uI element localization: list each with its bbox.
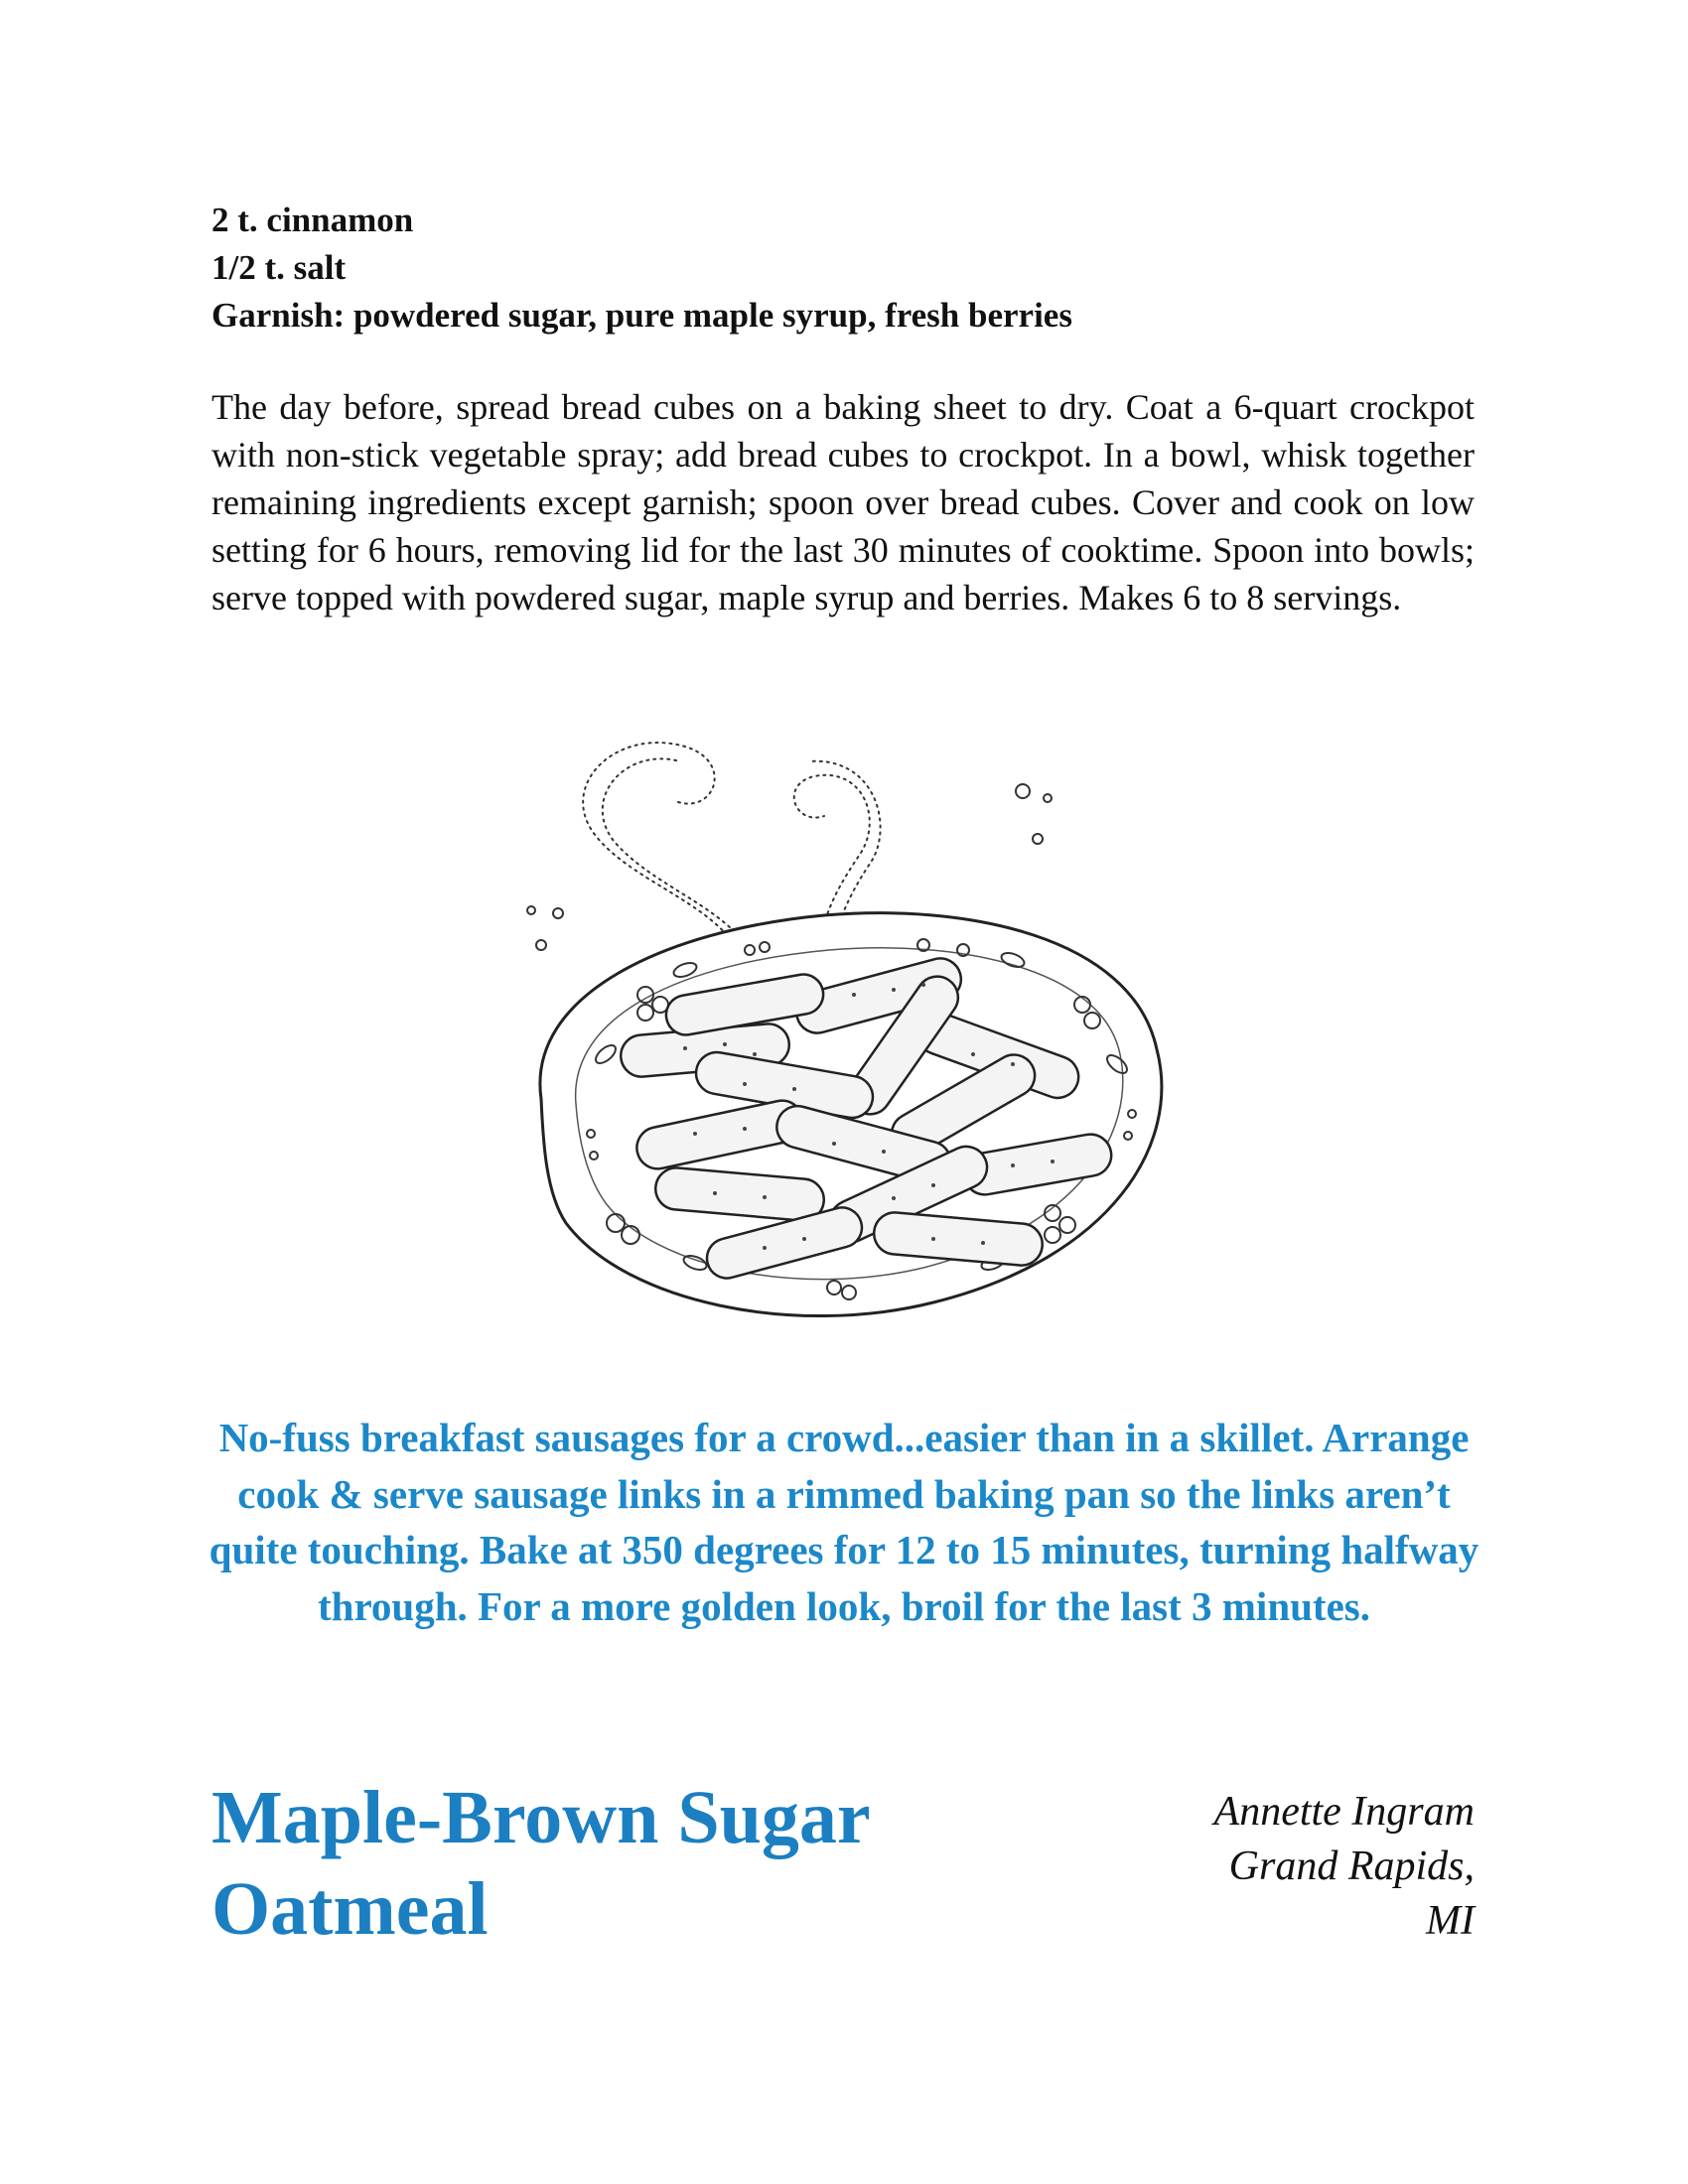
contributor-name: Annette Ingram (1213, 1789, 1475, 1835)
ingredient-list (211, 197, 1482, 340)
recipe-directions: The day before, spread bread cubes on a baking sheet to dry. Coat a 6-quart crockpot with non-stick vegetable spray; add bread cubes to crockpot. In a bowl, whisk together remaining ingredients except garnish; spoon over bread cubes. Cover and cook on low setting for 6 hours, removing lid for the last 30 minutes of cooktime. Spoon into bowls; serve topped with powdered sugar, maple syrup and berries. Makes 6 to 8 servings. (211, 387, 1475, 617)
ingredient-line: 1/2 t. salt (211, 248, 347, 287)
contributor-state: MI (1426, 1898, 1475, 1944)
contributor-city: Grand Rapids, (1228, 1843, 1475, 1889)
ingredient-line: 2 t. cinnamon (211, 201, 414, 239)
recipe-title (211, 1772, 966, 1955)
ingredient-garnish-line: Garnish: powdered sugar, pure maple syrup, fresh berries (211, 296, 1072, 335)
recipe-title-line: Oatmeal (211, 1867, 489, 1951)
plate-of-sausages-drawing (496, 707, 1192, 1352)
tip-text: No-fuss breakfast sausages for a crowd...easier than in a skillet. Arrange cook & serve sausage links in a rimmed baking pan so the links aren’t quite touching. Bake at 350 degrees for 12 to 15 minutes, turning halfway through. For a more golden look, broil for the last 3 minutes. (209, 1415, 1479, 1629)
recipe-title-line: Maple-Brown Sugar (211, 1776, 871, 1859)
contributor-credit (1132, 1785, 1475, 1949)
sausage-plate-illustration (496, 707, 1192, 1352)
